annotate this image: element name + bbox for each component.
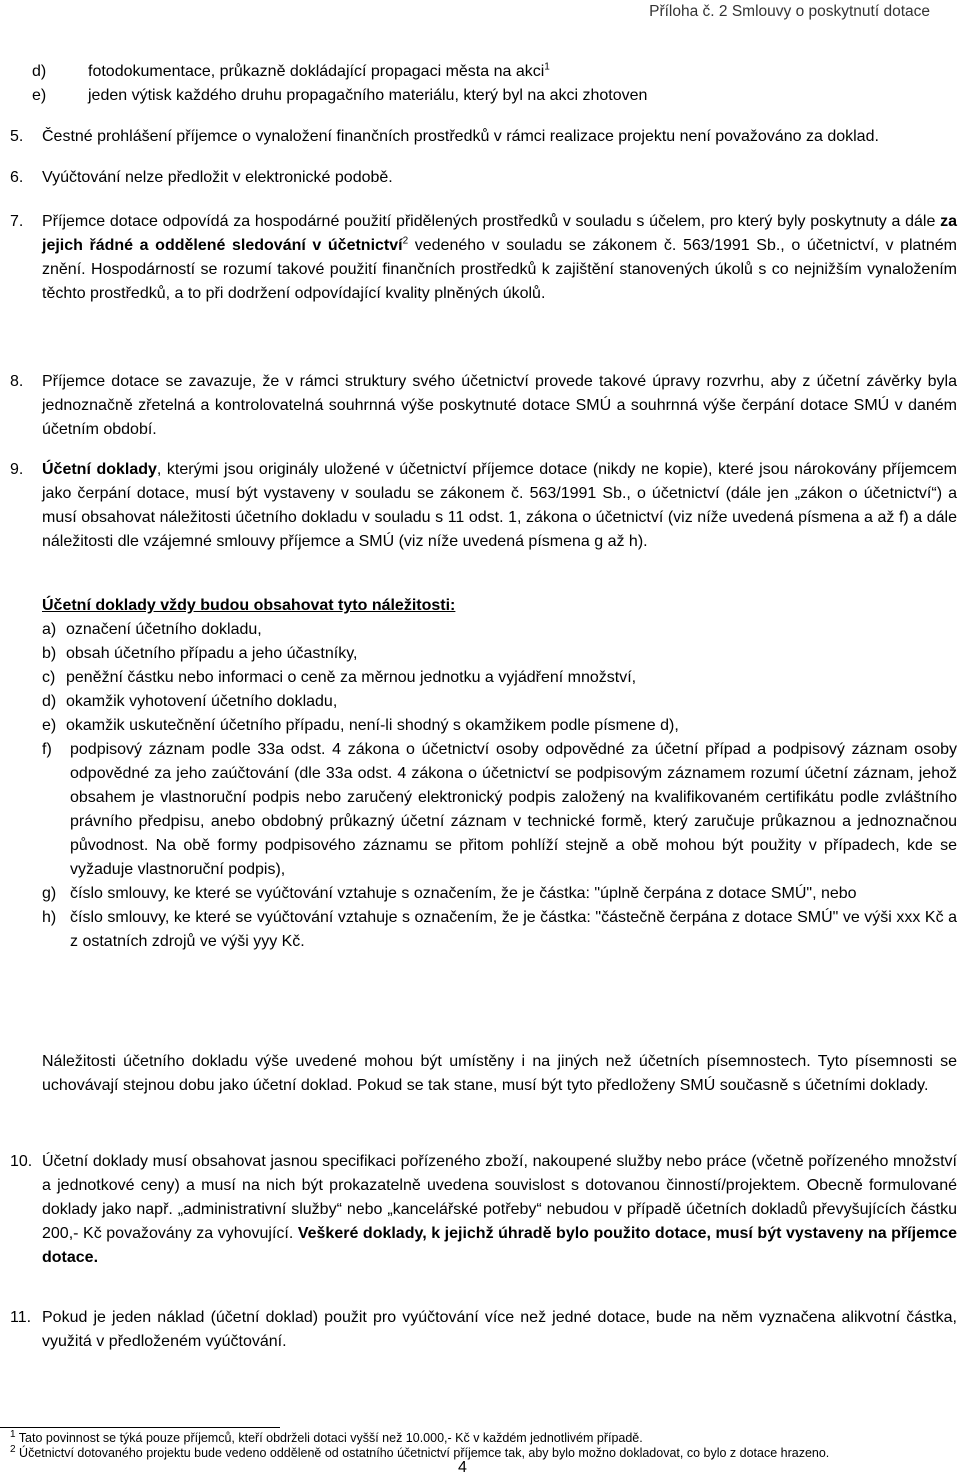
closing-text: Náležitosti účetního dokladu výše uvedené mohou být umístěny i na jiných než účetních písemnostech. Tyto písemnosti se uchovávají stejnou dobu jako účetní doklad. Pokud se tak stane, musí být tyto předloženy SMÚ současně s účetními doklady.	[42, 1053, 957, 1094]
item-text: peněžní částku nebo informaci o ceně za měrnou jednotku a vyjádření množství,	[66, 669, 637, 686]
list-item	[42, 738, 957, 882]
footnote	[10, 1443, 900, 1461]
paragraph-number: 11.	[10, 1309, 32, 1326]
requirements-section	[42, 594, 957, 954]
paragraph-9	[10, 458, 957, 554]
footnote-number: 1	[10, 1428, 16, 1440]
item-text-main: fotodokumentace, průkazně dokládající propagaci města na akci	[88, 63, 545, 80]
paragraph-number: 5.	[10, 128, 24, 145]
item-label: f)	[42, 741, 52, 758]
list-item	[42, 642, 957, 666]
bold-run: Účetní doklady	[42, 461, 157, 478]
paragraph-5	[10, 125, 957, 149]
paragraph-11	[10, 1306, 957, 1354]
paragraph-text	[42, 210, 957, 306]
list-item	[10, 84, 957, 108]
list-item	[42, 618, 957, 642]
paragraph-text: Pokud je jeden náklad (účetní doklad) použit pro vyúčtování více než jedné dotace, bude na něm vyznačena alikvotní částka, využitá v předloženém vyúčtování.	[42, 1309, 957, 1350]
paragraph-number: 7.	[10, 213, 24, 230]
footnote-text: Tato povinnost se týká pouze příjemců, kteří obdrželi dotaci vyšší než 10.000,- Kč v každém jednotlivém případě.	[15, 1431, 643, 1445]
footnote-text: Účetnictví dotovaného projektu bude vedeno odděleně od ostatního účetnictví příjemce tak, aby bylo možno dokladovat, co bylo z dotace hrazeno.	[15, 1446, 830, 1460]
list-item	[42, 714, 957, 738]
page-number: 4	[458, 1459, 467, 1476]
paragraph-text	[42, 1150, 957, 1270]
footnote-ref: 1	[544, 61, 550, 73]
footnote-separator	[0, 1427, 280, 1428]
paragraph-8	[10, 370, 957, 442]
footnote	[10, 1428, 900, 1446]
paragraph-9-closing	[42, 1050, 957, 1098]
bold-run: za jejich řádné a oddělené sledování v účetnictví	[42, 213, 957, 254]
item-label: d)	[42, 693, 57, 710]
item-text: okamžik vyhotovení účetního dokladu,	[66, 693, 338, 710]
footnote-number: 2	[10, 1443, 16, 1455]
paragraph-text: Příjemce dotace se zavazuje, že v rámci struktury svého účetnictví provede takové úpravy rozvrhu, aby z účetní závěrky byla jednoznačně zřetelná a kontrolovatelná souhrnná výše poskytnuté dotace SMÚ a souhrnná výše čerpání dotace SMÚ v daném účetním období.	[42, 373, 957, 438]
paragraph-number: 8.	[10, 373, 24, 390]
paragraph-number: 10.	[10, 1153, 33, 1170]
item-label: b)	[42, 645, 57, 662]
bold-run: Veškeré doklady, k jejichž úhradě bylo použito dotace, musí být vystaveny na příjemce dotace.	[42, 1225, 957, 1266]
item-text: číslo smlouvy, ke které se vyúčtování vztahuje s označením, že je částka: "částečně čerpána z dotace SMÚ" ve výši xxx Kč a z ostatních zdrojů ve výši yyy Kč.	[70, 909, 957, 950]
item-label: d)	[32, 63, 47, 80]
item-label: c)	[42, 669, 56, 686]
requirements-heading-text: Účetní doklady vždy budou obsahovat tyto náležitosti:	[42, 597, 456, 614]
paragraph-text	[42, 458, 957, 554]
list-item	[42, 666, 957, 690]
item-text: okamžik uskutečnění účetního případu, není-li shodný s okamžikem podle písmene d),	[66, 717, 679, 734]
text-run: Hospodárností se rozumí takové použití finančních prostředků k zajištění stanovených úkolů s co nejnižším vynaložením těchto prostředků, a to při dodržení odpovídající kvality plněných úkolů.	[42, 261, 957, 302]
paragraph-7	[10, 210, 957, 306]
item-text: jeden výtisk každého druhu propagačního materiálu, který byl na akci zhotoven	[88, 87, 648, 104]
list-item	[42, 690, 957, 714]
footnote-ref: 2	[402, 235, 409, 247]
text-run: vedeného v souladu se zákonem č. 563/1991 Sb., o účetnictví, v platném znění.	[42, 237, 957, 278]
item-label: g)	[42, 885, 57, 902]
text-run: , kterými jsou originály uložené v účetnictví příjemce dotace (nikdy ne kopie), které jsou nárokovány příjemcem jako čerpání dotace, musí být vystaveny v souladu se zákonem č. 563/1991 Sb., o účetnictví (dále jen „zákon o účetnictví“) a musí obsahovat náležitosti účetního dokladu v souladu s 11 odst. 1, zákona o účetnictví (viz níže uvedená písmena a až f) a dále náležitosti dle vzájemné smlouvy příjemce a SMÚ (viz níže uvedená písmena g až h).	[42, 461, 957, 550]
paragraph-number: 6.	[10, 169, 24, 186]
item-text: označení účetního dokladu,	[66, 621, 262, 638]
item-text: číslo smlouvy, ke které se vyúčtování vztahuje s označením, že je částka: "úplně čerpána z dotace SMÚ", nebo	[70, 885, 857, 902]
text-run: Příjemce dotace odpovídá za hospodárné použití přidělených prostředků v souladu s účelem, pro který byly poskytnuty a dále	[42, 213, 941, 230]
list-item	[10, 60, 957, 84]
requirements-heading	[42, 594, 957, 618]
item-label: h)	[42, 909, 57, 926]
item-list-top	[10, 60, 957, 108]
list-item	[42, 882, 957, 906]
page-header: Příloha č. 2 Smlouvy o poskytnutí dotace	[649, 3, 930, 20]
item-label: a)	[42, 621, 57, 638]
item-text	[88, 60, 957, 84]
paragraph-text: Vyúčtování nelze předložit v elektronické podobě.	[42, 169, 393, 186]
paragraph-number: 9.	[10, 461, 24, 478]
item-text: podpisový záznam podle 33a odst. 4 zákona o účetnictví osoby odpovědné za účetní případ a podpisový záznam osoby odpovědné za jeho zaúčtování (dle 33a odst. 4 zákona o účetnictví se podpisovým záznamem rozumí účetní záznam, jehož obsahem je vlastnoruční podpis nebo zaručený elektronický podpis založený na kvalifikovaném certifikátu podle zvláštního právního předpisu, anebo obdobný průkazný účetní záznam v technické formě, který zaručuje průkaznou a jednoznačnou původnost. Na obě formy podpisového záznamu se přitom pohlíží stejně a obě mohou být použity v případech, kde se vyžaduje vlastnoruční podpis),	[70, 741, 957, 878]
item-label: e)	[42, 717, 57, 734]
paragraph-10	[10, 1150, 957, 1270]
item-label: e)	[32, 87, 47, 104]
paragraph-text: Čestné prohlášení příjemce o vynaložení finančních prostředků v rámci realizace projektu není považováno za doklad.	[42, 128, 879, 145]
text-run: Účetní doklady musí obsahovat jasnou specifikaci pořízeného zboží, nakoupené služby nebo práce (včetně pořízeného množství a jednotkové ceny) a musí na nich být prokazatelně uvedena souvislost s dotovanou činností/projektem. Obecně formulované doklady jako např. „administrativní služby“ nebo „kancelářské potřeby“ nebudou v případě účetních dokladů převyšujících částku 200,- Kč považovány za vyhovující.	[42, 1153, 957, 1242]
list-item	[42, 906, 957, 954]
item-text: obsah účetního případu a jeho účastníky,	[66, 645, 358, 662]
paragraph-6	[10, 166, 957, 190]
